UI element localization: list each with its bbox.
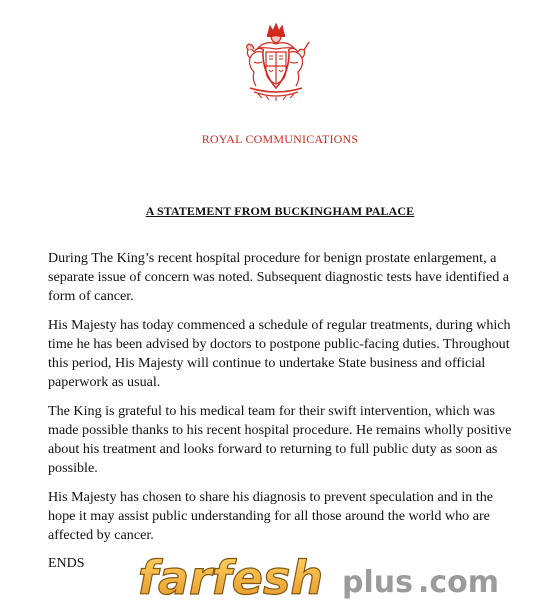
statement-paragraph: His Majesty has chosen to share his diagnosis to prevent speculation and in the hope it may assist public understanding for all those around the world who are affected by cancer.	[48, 489, 494, 543]
watermark-brand: farfesh	[138, 551, 324, 605]
watermark-tld: .com	[418, 565, 500, 600]
farfesh-plus-watermark-logo	[136, 548, 556, 606]
watermark-suffix: plus	[342, 565, 413, 600]
statement-body	[48, 249, 523, 555]
ends-marker: ENDS	[48, 556, 85, 571]
organisation-label: ROYAL COMMUNICATIONS	[201, 132, 359, 146]
statement-title: A STATEMENT FROM BUCKINGHAM PALACE	[145, 204, 415, 218]
statement-paragraph: During The King’s recent hospital procedure for benign prostate enlargement, a separate issue of concern was noted. Subsequent diagnostic tests have identified a form of cancer.	[48, 250, 510, 304]
statement-paragraph: His Majesty has today commenced a schedule of regular treatments, during which time he has been advised by doctors to postpone public-facing duties. Throughout this period, His Majesty will continue to undertake State business and official paperwork as usual.	[48, 317, 511, 390]
statement-paragraph: The King is grateful to his medical team for their swift intervention, which was made possible thanks to his recent hospital procedure. He remains wholly positive about his treatment and looks forward to returning to full public duty as soon as possible.	[48, 403, 512, 476]
royal-coat-of-arms-icon	[236, 22, 316, 102]
